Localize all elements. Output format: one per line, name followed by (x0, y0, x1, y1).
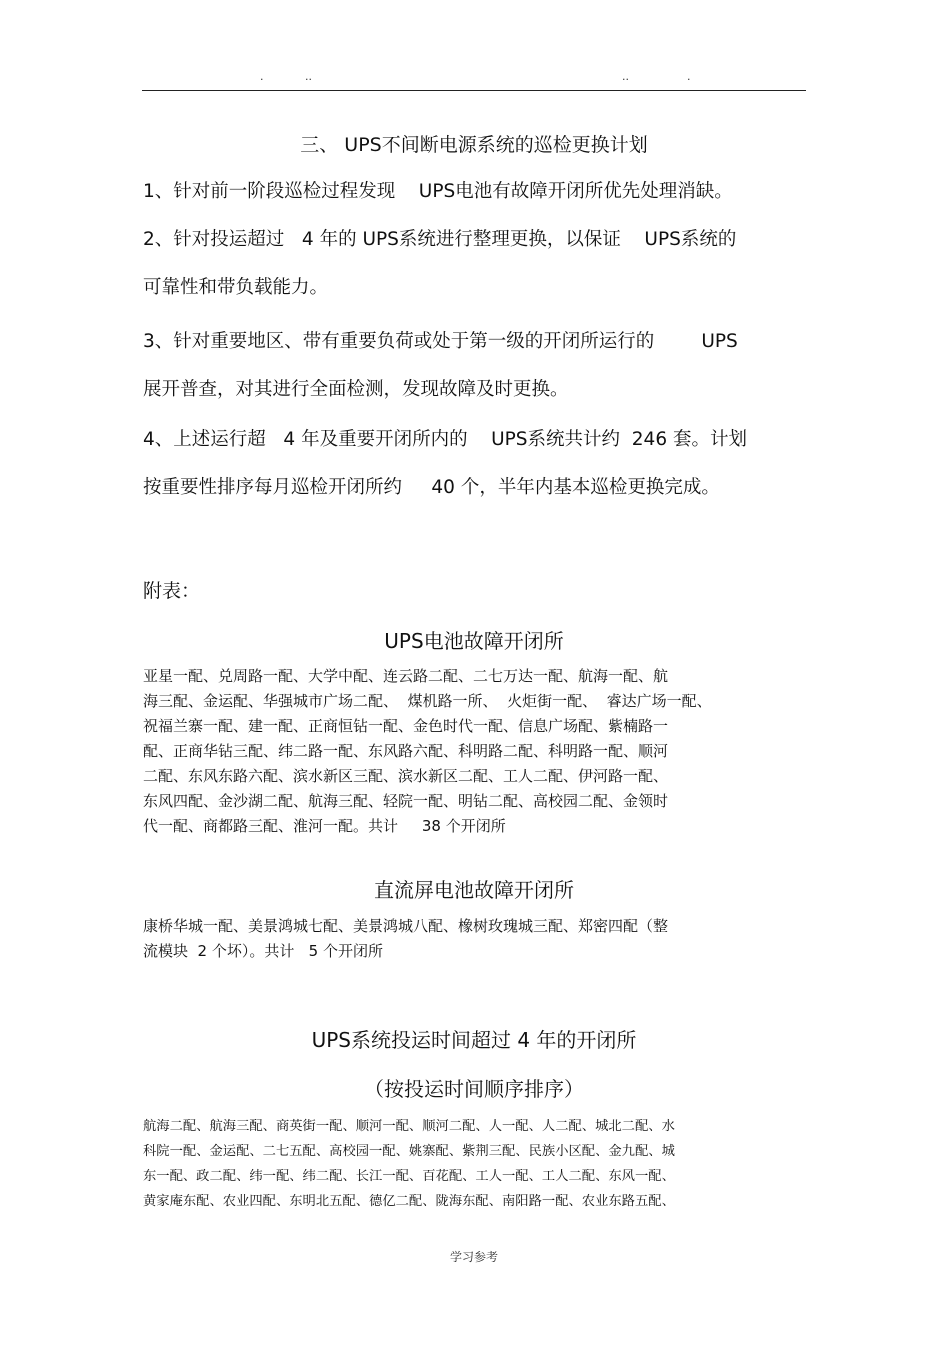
header-dot: . (260, 70, 264, 83)
header-dot: . (687, 70, 691, 83)
ups-over-4-years-title: UPS系统投运时间超过 4 年的开闭所 (311, 1028, 637, 1052)
ups-battery-fault-list: 亚星一配、兑周路一配、大学中配、连云路二配、二七万达一配、航海一配、航 海三配、金运配、华强城市广场二配、 煤机路一所、 火炬街一配、 睿达广场一配、 祝福兰寨一配、建一配、正商恒钻一配、金色时代一配、信息广场配、紫楠路一 配、正商华钻三配、纬二路一配、东风路六配、科明路二配、科明路一配、顺河 二配、东风东路六配、滨水新区三配、滨水新区二配、工人二配、伊河路一配、 东风四配、金沙湖二配、航海三配、轻院一配、明钻二配、高校园二配、金领时 代一配、商都路三配、淮河一配。共计 38 个开闭所 (143, 667, 712, 835)
page-footer: 学习参考 (449, 1250, 498, 1264)
header-marks (142, 70, 806, 88)
header-dot: .. (305, 70, 312, 83)
attachment-label: 附表： (143, 580, 201, 602)
header-dot: .. (622, 70, 629, 83)
ups-over-4-years-list: 航海二配、航海三配、商英街一配、顺河一配、顺河二配、人一配、人二配、城北二配、水 科院一配、金运配、二七五配、高校园一配、姚寨配、紫荆三配、民族小区配、金九配、城 东一配、政二配、纬一配、纬二配、长江一配、百花配、工人一配、工人二配、东风一配、 黄家庵东配、农业四配、东明北五配、德亿二配、陇海东配、南阳路一配、农业东路五配、 (143, 1119, 675, 1209)
dc-battery-fault-title: 直流屏电池故障开闭所 (374, 878, 574, 902)
section-title: 三、 UPS不间断电源系统的巡检更换计划 (300, 134, 648, 156)
paragraph-1: 1、针对前一阶段巡检过程发现 UPS电池有故障开闭所优先处理消缺。 (143, 181, 733, 202)
dc-battery-fault-list: 康桥华城一配、美景鸿城七配、美景鸿城八配、橡树玫瑰城三配、郑密四配（整 流模块 2 个坏）。共计 5 个开闭所 (143, 917, 669, 960)
paragraph-2: 2、针对投运超过 4 年的 UPS系统进行整理更换，以保证 UPS系统的 可靠性和带负载能力。 (143, 229, 737, 298)
header-rule (142, 90, 806, 91)
paragraph-3: 3、针对重要地区、带有重要负荷或处于第一级的开闭所运行的 UPS 展开普查，对其进行全面检测，发现故障及时更换。 (143, 331, 738, 400)
ups-over-4-years-subtitle: （按投运时间顺序排序） (364, 1077, 584, 1101)
ups-battery-fault-title: UPS电池故障开闭所 (384, 629, 564, 653)
paragraph-4: 4、上述运行超 4 年及重要开闭所内的 UPS系统共计约 246 套。计划 按重要性排序每月巡检开闭所约 40 个，半年内基本巡检更换完成。 (143, 429, 747, 498)
